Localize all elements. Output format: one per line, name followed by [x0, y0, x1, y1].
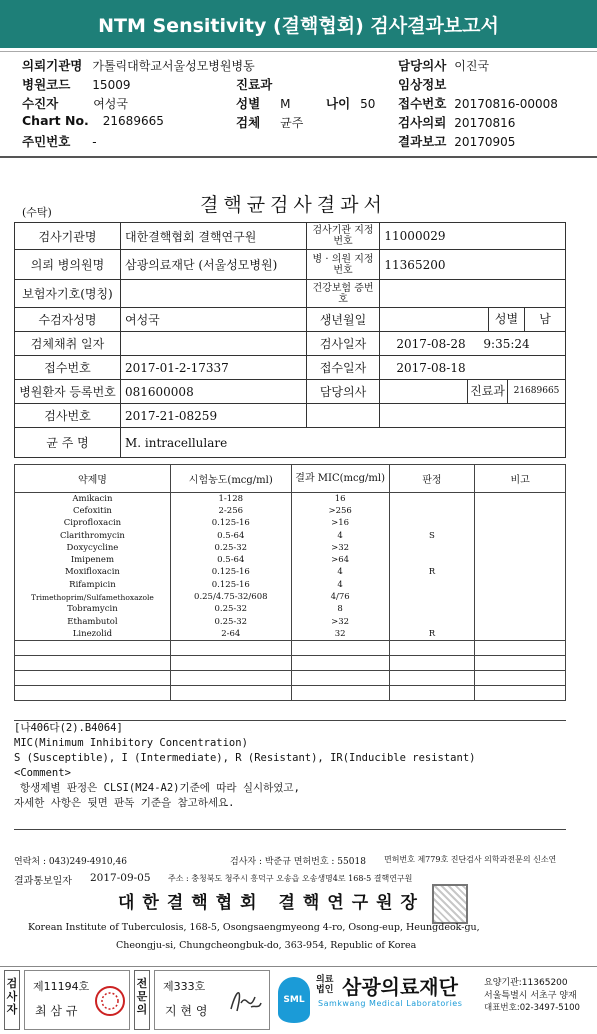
drug-mic: >64 — [291, 554, 389, 566]
drug-note — [475, 505, 566, 517]
note-comment: <Comment> — [14, 767, 71, 779]
header-drug: 약제명 — [15, 465, 171, 493]
brand-name: 삼광의료재단 — [342, 975, 458, 999]
examiner-license: 제11194호 — [33, 980, 90, 993]
drug-name: Tobramycin — [15, 603, 171, 615]
drug-row — [15, 493, 566, 505]
footer — [0, 966, 597, 1034]
receipt-no: 2017-01-2-17337 — [120, 356, 306, 380]
note-mic: MIC(Minimum Inhibitory Concentration) — [14, 737, 248, 749]
drug-row — [15, 517, 566, 529]
lab-name: 대한결핵협회 결핵연구원 — [120, 223, 306, 250]
drug-mic: 4 — [291, 529, 389, 541]
drug-conc: 0.25/4.75-32/608 — [170, 591, 291, 603]
organism: M. intracellulare — [120, 428, 565, 458]
drug-interp: R — [389, 628, 475, 640]
drug-interp — [389, 603, 475, 615]
examiner-label: 검사자 — [6, 977, 18, 1016]
ref-hospital: 삼광의료재단 (서울성모병원) — [120, 250, 306, 280]
report-title: NTM Sensitivity (결핵협회) 검사결과보고서 — [98, 14, 499, 37]
info-table: 검사기관명 대한결핵협회 결핵연구원 검사기관 지정번호 11000029 의뢰 병의원명 삼광의료재단 (서울성모병원) 병 · 의원 지정번호 11365200 보험자기호(명칭) 건강보험 증번호 수검자성명 여성국 생년월일 성별 남 검체채취 일자 검사일자 2017-08-28 9:35:24 접수번호 2017-01-2-17337 접수일자 2017-08-18 병원환자 등록번호 081600008 담당의사 진료과 21689665 검사번호 2017-21-08259 균 주 명 M. intracellulare — [14, 222, 566, 458]
address-en-2: Cheongju-si, Chungcheongbuk-do, 363-954, Republic of Korea — [116, 940, 417, 951]
drug-row — [15, 603, 566, 615]
red-seal-icon — [93, 981, 127, 1021]
age: 50 — [360, 97, 376, 111]
registration-no: 081600008 — [120, 380, 306, 404]
contact-examiner: 검사자 : 박준규 면허번호 : 55018 — [230, 857, 366, 867]
drug-row — [15, 579, 566, 591]
drug-name: Trimethoprim/Sulfamethoxazole — [15, 591, 171, 603]
drug-name: Rifampicin — [15, 579, 171, 591]
doctor: 이진국 — [454, 59, 490, 73]
specimen: 균주 — [280, 116, 304, 130]
request-row: 검사의뢰 20170816 — [398, 115, 516, 130]
drug-mic: >256 — [291, 505, 389, 517]
note-line2: 자세한 사항은 뒷면 판독 기준을 참고하세요. — [14, 797, 235, 809]
chart-row: Chart No. 21689665 — [22, 113, 164, 128]
drug-name: Cefoxitin — [15, 505, 171, 517]
drug-interp — [389, 554, 475, 566]
drug-conc: 0.125-16 — [170, 579, 291, 591]
header-divider — [0, 156, 597, 158]
drug-conc: 0.5-64 — [170, 529, 291, 541]
receiver-row: 수진자 여성국 — [22, 96, 128, 111]
test-date: 2017-08-28 — [396, 336, 466, 351]
drug-interp: R — [389, 566, 475, 578]
drug-name: Moxifloxacin — [15, 566, 171, 578]
specialist-box — [154, 970, 270, 1030]
receiver: 여성국 — [93, 97, 128, 111]
blank-row — [15, 655, 566, 670]
drug-note — [475, 493, 566, 505]
institution-row: 의뢰기관명 가톨릭대학교서울성모병원병동 — [22, 58, 255, 73]
note-legend: S (Susceptible), I (Intermediate), R (Resistant), IR(Inducible resistant) — [14, 752, 476, 764]
drug-note — [475, 591, 566, 603]
drug-row — [15, 566, 566, 578]
drug-mic: >32 — [291, 615, 389, 627]
drug-note — [475, 579, 566, 591]
drug-conc: 0.125-16 — [170, 566, 291, 578]
drug-row — [15, 542, 566, 554]
drug-interp — [389, 542, 475, 554]
drug-conc: 0.5-64 — [170, 554, 291, 566]
org-name: 대한결핵협회 결핵연구원장 — [118, 893, 425, 913]
drug-conc: 1-128 — [170, 493, 291, 505]
header-note: 비고 — [475, 465, 566, 493]
note-line1: 항생제별 판정은 CLSI(M24-A2)기준에 따라 실시하였고, — [20, 782, 300, 794]
drug-row — [15, 529, 566, 541]
examiner-name: 최 삼 규 — [35, 1004, 78, 1018]
age-row: 나이 50 — [326, 96, 376, 111]
receipt-date: 2017-08-18 — [396, 360, 466, 375]
drug-name: Ethambutol — [15, 615, 171, 627]
blank-row — [15, 640, 566, 655]
hospital-code-row: 병원코드 15009 — [22, 77, 131, 92]
specialist-name: 지 현 영 — [165, 1004, 208, 1018]
institution: 가톨릭대학교서울성모병원병동 — [92, 59, 255, 73]
header-interp: 판정 — [389, 465, 475, 493]
seal-stamp — [432, 884, 468, 924]
dept-value: 21689665 — [507, 380, 565, 403]
specialist-label: 전문의 — [136, 977, 148, 1016]
contact-license: 면허번호 제779호 진단검사 의학과전문의 신소연 — [384, 855, 557, 864]
drug-note — [475, 554, 566, 566]
specimen-row: 검체 균주 — [236, 115, 304, 130]
accession-row: 접수번호 20170816-00008 — [398, 96, 558, 111]
sex-row: 성별 M — [236, 96, 291, 111]
drug-table — [14, 464, 566, 701]
sex: M — [280, 97, 291, 111]
dept-row: 진료과 — [236, 77, 273, 92]
drug-note — [475, 517, 566, 529]
drug-conc: 0.125-16 — [170, 517, 291, 529]
patient-name: 여성국 — [120, 308, 306, 332]
drug-note — [475, 628, 566, 640]
chart-no: 21689665 — [102, 114, 164, 128]
drug-interp — [389, 517, 475, 529]
report-date: 20170905 — [454, 135, 516, 149]
drug-name: Clarithromycin — [15, 529, 171, 541]
specialist-license: 제333호 — [163, 980, 206, 993]
drug-conc: 0.25-32 — [170, 615, 291, 627]
drug-row — [15, 505, 566, 517]
drug-mic: 4/76 — [291, 591, 389, 603]
blank-row — [15, 670, 566, 685]
ref-code: 11365200 — [380, 250, 566, 280]
drug-name: Amikacin — [15, 493, 171, 505]
rrn: - — [92, 135, 97, 149]
report-notify-date: 2017-09-05 — [90, 872, 151, 884]
document-title: 결핵균검사결과서 — [200, 194, 387, 216]
clinical-row: 임상정보 — [398, 77, 447, 92]
drug-mic: >16 — [291, 517, 389, 529]
signature-icon — [225, 983, 265, 1019]
facility-address: 서울특별시 서초구 양재 — [484, 991, 577, 1001]
drug-interp — [389, 615, 475, 627]
facility-tel: 대표번호:02-3497-5100 — [484, 1003, 580, 1013]
drug-name: Ciprofloxacin — [15, 517, 171, 529]
drug-rows — [15, 493, 566, 701]
blank-row — [15, 685, 566, 700]
header-conc: 시험농도(mcg/ml) — [170, 465, 291, 493]
drug-mic: 4 — [291, 566, 389, 578]
examiner-box — [24, 970, 130, 1030]
drug-row — [15, 615, 566, 627]
drug-conc: 2-256 — [170, 505, 291, 517]
drug-note — [475, 529, 566, 541]
drug-mic: 4 — [291, 579, 389, 591]
drug-conc: 2-64 — [170, 628, 291, 640]
notes-block — [14, 720, 566, 830]
drug-interp — [389, 505, 475, 517]
drug-interp: S — [389, 529, 475, 541]
drug-note — [475, 542, 566, 554]
drug-mic: 8 — [291, 603, 389, 615]
drug-mic: 32 — [291, 628, 389, 640]
header-mic: 결과 MIC(mcg/ml) — [291, 465, 389, 493]
brand-english: Samkwang Medical Laboratories — [318, 999, 463, 1008]
drug-note — [475, 603, 566, 615]
note-code: [나406다(2).B4064] — [14, 722, 123, 734]
hospital-code: 15009 — [92, 78, 131, 92]
drug-mic: >32 — [291, 542, 389, 554]
drug-name: Imipenem — [15, 554, 171, 566]
drug-row — [15, 591, 566, 603]
lab-code: 11000029 — [380, 223, 566, 250]
test-time: 9:35:24 — [483, 336, 530, 351]
corner-tag: (수탁) — [22, 206, 52, 219]
drug-mic: 16 — [291, 493, 389, 505]
rrn-row: 주민번호 - — [22, 134, 97, 149]
drug-conc: 0.25-32 — [170, 603, 291, 615]
drug-interp — [389, 579, 475, 591]
drug-name: Linezolid — [15, 628, 171, 640]
sml-text: SML — [283, 995, 305, 1005]
report-title-bar — [0, 0, 597, 48]
report-row: 결과보고 20170905 — [398, 134, 516, 149]
doctor-row: 담당의사 이진국 — [398, 58, 490, 73]
drug-row — [15, 628, 566, 640]
facility-code: 요양기관:11365200 — [484, 978, 568, 988]
drug-row — [15, 554, 566, 566]
scanned-document: (수탁) 결핵균검사결과서 검사기관명 대한결핵협회 결핵연구원 검사기관 지정번호 11000029 의뢰 병의원명 삼광의료재단 (서울성모병원) 병 · 의원 지정번호 11365200 보험자기호(명칭) 건강보험 증번호 수검자성명 여성국 생년월일 성별 남 검체채취 일자 검사일자 2017-08-28 9:35:24 접수번호 2017-01-2-17337 접수일자 2017-08-18 병원환자 등록번호 081600008 담당의사 진료과 21689665 검사번호 2017-21-08259 균 주 명 M. intracellulare 약제명 시험농도(mcg/ml) 결과 MIC(mcg/ml) 판정 비고 Amikacin 1-128 16 Cefoxitin 2-256 >256 Ciprofloxacin 0.125-16 >16 Clarithromycin 0.5-64 4 S Doxycycline 0.25-32 >32 Imipenem 0.5-64 >64 Moxifloxacin 0.125-16 4 R Rifampicin 0.125-16 4 Trimethoprim/Sulfamethoxazole 0.25/4.75-32/608 4/76 Tobramycin 0.25-32 8 Ethambutol 0.25-32 >32 Linezolid 2-64 32 R [나406다(2).B4064] MIC(Minimum Inhibitory Concentration) S (Susceptible), I (Intermediate), R (Resistant), IR(Inducible resistant) <Comment> 항생제별 판정은 CLSI(M24-A2)기준에 따라 실시하였고, 자세한 사항은 뒷면 판독 기준을 참고하세요. 연락처 : 043)249-4910,46 검사자 : 박준규 면허번호 : 55018 면허번호 제779호 진단검사 의학과전문의 신소연 결과통보일자 2017-09-05 주소 : 충청북도 청주시 흥덕구 오송읍 오송생명4로 168-5 결핵연구원 대한결핵협회 결핵연구원장 Korean Institute of Tuberculosis, 168-5, Osongsaengmyeong 4-ro, Osong-eup, Heungdeok-gu, Cheongju-si, Chungcheongbuk-do, 363-954, Republic of Korea — [0, 168, 597, 968]
corp-label: 의료 법인 — [316, 975, 334, 995]
drug-note — [475, 615, 566, 627]
title-underline — [0, 48, 597, 52]
drug-interp — [389, 493, 475, 505]
accession: 20170816-00008 — [454, 97, 558, 111]
address-ko: 주소 : 충청북도 청주시 흥덕구 오송읍 오송생명4로 168-5 결핵연구원 — [168, 874, 413, 883]
request-date: 20170816 — [454, 116, 516, 130]
drug-interp — [389, 591, 475, 603]
drug-note — [475, 566, 566, 578]
patient-sex: 남 — [539, 312, 551, 326]
address-en-1: Korean Institute of Tuberculosis, 168-5, Osongsaengmyeong 4-ro, Osong-eup, Heungdeok-gu, — [28, 922, 480, 933]
contact-tel: 연락처 : 043)249-4910,46 — [14, 857, 127, 867]
drug-name: Doxycycline — [15, 542, 171, 554]
test-no: 2017-21-08259 — [120, 404, 306, 428]
drug-conc: 0.25-32 — [170, 542, 291, 554]
